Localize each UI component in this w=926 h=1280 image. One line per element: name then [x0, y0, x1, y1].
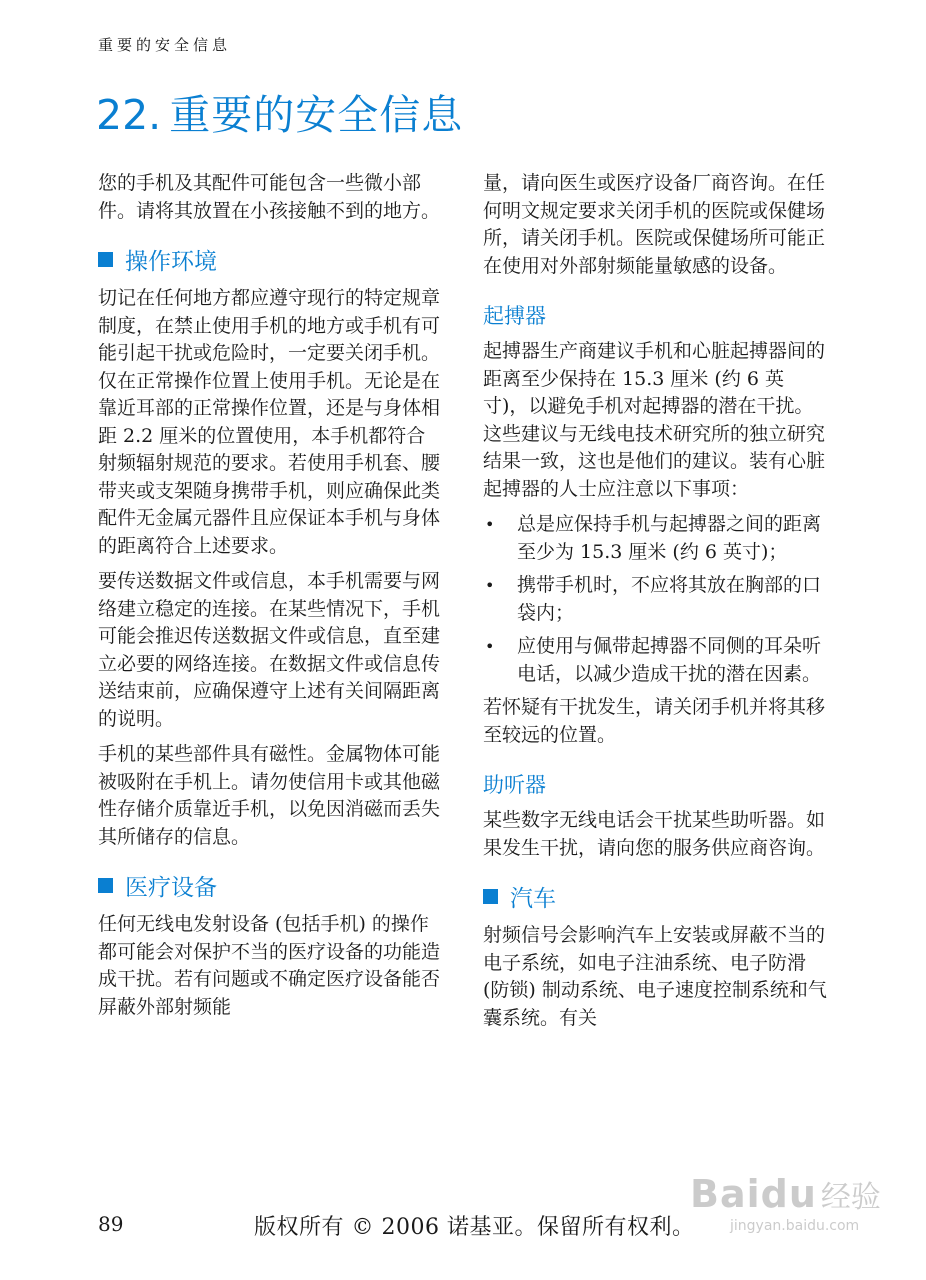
- list-item: [483, 572, 828, 627]
- pacemaker-paragraph-2: 若怀疑有干扰发生，请关闭手机并将其移至较远的位置。: [483, 696, 826, 746]
- running-header: 重要的安全信息: [98, 36, 232, 54]
- section-heading-vehicle: [483, 884, 828, 914]
- baidu-watermark: [690, 1172, 881, 1234]
- subsection-heading-hearing-aid: 助听器: [483, 773, 546, 797]
- chapter-title-text: 重要的安全信息: [169, 91, 464, 139]
- bullet-dot-icon: •: [485, 576, 495, 595]
- page-number: 89: [98, 1212, 124, 1236]
- chapter-number: 22.: [96, 91, 162, 139]
- watermark-sub: 经验: [820, 1180, 881, 1215]
- watermark-url: jingyan.baidu.com: [730, 1218, 860, 1234]
- section-heading-text: 医疗设备: [125, 875, 217, 901]
- list-item-text: 应使用与佩带起搏器不同侧的耳朵听电话，以减少造成干扰的潜在因素。: [517, 635, 822, 685]
- list-item-text: 携带手机时，不应将其放在胸部的口袋内；: [517, 574, 822, 624]
- operating-env-paragraph-1: 切记在任何地方都应遵守现行的特定规章制度，在禁止使用手机的地方或手机有可能引起干扰或危险时，一定要关闭手机。仅在正常操作位置上使用手机。无论是在靠近耳部的正常操作位置，还是与身体相距 2.2 厘米的位置使用，本手机都符合射频辐射规范的要求。若使用手机套、腰带夹或支架随身携带手机，则应确保此类配件无金属元器件且应保证本手机与身体的距离符合上述要求。: [98, 287, 441, 557]
- hearing-aid-paragraph: 某些数字无线电话会干扰某些助听器。如果发生干扰，请向您的服务供应商咨询。: [483, 809, 826, 859]
- intro-paragraph: 您的手机及其配件可能包含一些微小部件。请将其放置在小孩接触不到的地方。: [98, 172, 441, 222]
- bullet-dot-icon: •: [485, 515, 495, 534]
- operating-env-paragraph-2: 要传送数据文件或信息，本手机需要与网络建立稳定的连接。在某些情况下，手机可能会推迟传送数据文件或信息，直至建立必要的网络连接。在数据文件或信息传送结束前，应确保遵守上述有关间隔距离的说明。: [98, 570, 441, 730]
- section-heading-operating-env: [98, 247, 443, 277]
- subsection-heading-pacemaker: 起搏器: [483, 304, 546, 328]
- watermark-logo: Baidu: [690, 1172, 817, 1216]
- right-column: [483, 170, 828, 1040]
- copyright-notice: 版权所有 © 2006 诺基亚。保留所有权利。: [254, 1215, 695, 1240]
- section-heading-text: 操作环境: [125, 249, 217, 275]
- pacemaker-paragraph-1: 起搏器生产商建议手机和心脏起搏器间的距离至少保持在 15.3 厘米 (约 6 英寸)，以避免手机对起搏器的潜在干扰。这些建议与无线电技术研究所的独立研究结果一致，这也是他们的建议。装有心脏起搏器的人士应注意以下事项：: [483, 340, 826, 500]
- list-item: [483, 633, 828, 688]
- list-item: [483, 511, 828, 566]
- medical-paragraph-1: 任何无线电发射设备 (包括手机) 的操作都可能会对保护不当的医疗设备的功能造成干扰。若有问题或不确定医疗设备能否屏蔽外部射频能: [98, 913, 441, 1018]
- square-bullet-icon: [98, 252, 113, 267]
- section-heading-text: 汽车: [510, 886, 556, 912]
- left-column: [98, 170, 443, 1029]
- medical-paragraph-continued: 量，请向医生或医疗设备厂商咨询。在任何明文规定要求关闭手机的医院或保健场所，请关闭手机。医院或保健场所可能正在使用对外部射频能量敏感的设备。: [483, 172, 826, 277]
- bullet-dot-icon: •: [485, 637, 495, 656]
- square-bullet-icon: [98, 878, 113, 893]
- section-heading-medical: [98, 873, 443, 903]
- operating-env-paragraph-3: 手机的某些部件具有磁性。金属物体可能被吸附在手机上。请勿使信用卡或其他磁性存储介质靠近手机，以免因消磁而丢失其所储存的信息。: [98, 743, 441, 848]
- square-bullet-icon: [483, 889, 498, 904]
- chapter-title: [96, 82, 463, 141]
- vehicle-paragraph: 射频信号会影响汽车上安装或屏蔽不当的电子系统，如电子注油系统、电子防滑 (防锁) 制动系统、电子速度控制系统和气囊系统。有关: [483, 924, 827, 1029]
- pacemaker-bullet-list: [483, 511, 828, 688]
- list-item-text: 总是应保持手机与起搏器之间的距离至少为 15.3 厘米 (约 6 英寸)；: [517, 513, 822, 563]
